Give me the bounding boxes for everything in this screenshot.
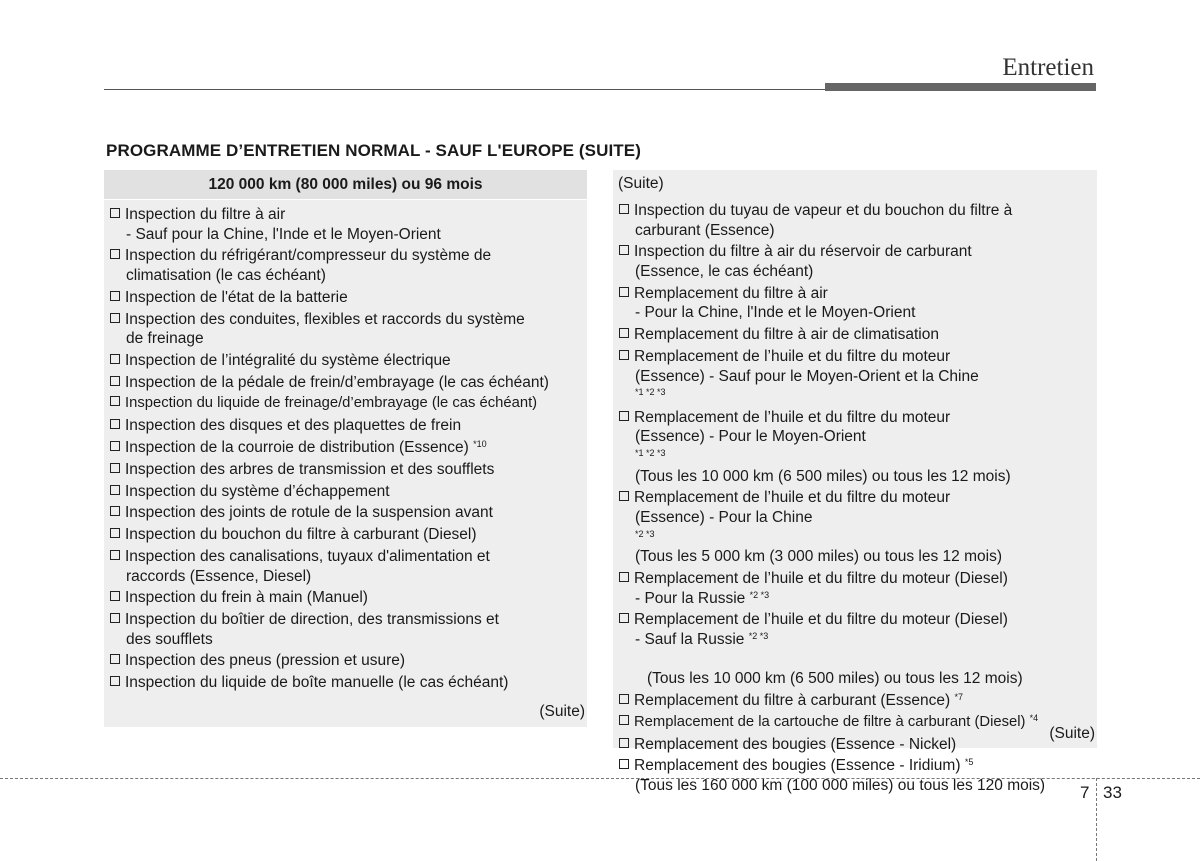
- left-schedule-box: [104, 170, 587, 727]
- item-text: Inspection de l'état de la batterie: [125, 288, 348, 306]
- checkbox-icon: [619, 491, 629, 501]
- checkbox-icon: [110, 463, 120, 473]
- footnote-ref: *1 *2 *3: [635, 448, 666, 459]
- checklist-item: [110, 547, 587, 586]
- item-text: carburant (Essence): [635, 221, 775, 239]
- item-text: Inspection des joints de rotule de la suspension avant: [125, 504, 493, 522]
- checkbox-icon: [619, 715, 629, 725]
- checkbox-icon: [110, 485, 120, 495]
- interval-note: (Tous les 10 000 km (6 500 miles) ou tous les 12 mois): [635, 467, 1011, 485]
- checkbox-icon: [110, 291, 120, 301]
- header-rule-accent: [825, 83, 1096, 91]
- checklist-item: [110, 416, 587, 436]
- checklist-item: [619, 713, 1097, 733]
- chapter-number: 7: [1080, 783, 1090, 802]
- item-text: Inspection du filtre à air: [125, 206, 286, 223]
- item-text: Inspection du liquide de freinage/d’embrayage (le cas échéant): [125, 395, 538, 412]
- checklist-item: [110, 482, 587, 502]
- item-text: Remplacement des bougies (Essence - Nickel): [634, 735, 957, 753]
- left-box-heading: 120 000 km (80 000 miles) ou 96 mois: [104, 170, 587, 200]
- checklist-item: [110, 351, 587, 371]
- item-text: des soufflets: [126, 630, 213, 648]
- checkbox-icon: [619, 613, 629, 623]
- item-text: raccords (Essence, Diesel): [126, 567, 312, 585]
- item-text: (Essence) - Pour la Chine: [635, 509, 813, 527]
- checklist-item: [110, 310, 587, 349]
- footnote-ref: *7: [954, 691, 963, 702]
- item-text: Remplacement de l’huile et du filtre du moteur (Diesel): [634, 570, 1008, 587]
- item-text: Remplacement du filtre à air: [634, 284, 828, 302]
- header-title: Entretien: [1002, 54, 1094, 81]
- checkbox-icon: [619, 694, 629, 704]
- checkbox-icon: [110, 396, 120, 406]
- item-subline: - Sauf pour la Chine, l'Inde et le Moyen-Orient: [126, 225, 441, 243]
- checklist-item: [110, 525, 587, 545]
- checklist-item: [619, 347, 1097, 406]
- checklist-item: [110, 651, 587, 671]
- checkbox-icon: [110, 591, 120, 601]
- item-text: Inspection des arbres de transmission et des soufflets: [125, 460, 495, 478]
- checklist-item: [619, 691, 1097, 711]
- checkbox-icon: [110, 249, 120, 259]
- checklist-item: [110, 588, 587, 608]
- item-text: Remplacement de l’huile et du filtre du moteur (Diesel): [634, 611, 1008, 629]
- checklist-item: [619, 569, 1097, 608]
- checklist-item: [110, 673, 587, 693]
- footnote-ref: *2 *3: [749, 589, 770, 600]
- checklist-item: [619, 756, 1097, 795]
- item-text: Inspection du boîtier de direction, des transmissions et: [125, 611, 499, 629]
- checkbox-icon: [110, 419, 120, 429]
- checklist-item: [110, 503, 587, 523]
- item-subline: - Pour la Chine, l'Inde et le Moyen-Orient: [635, 304, 916, 322]
- checklist-item: [110, 460, 587, 480]
- checklist-item: [619, 284, 1097, 323]
- checklist-item: [110, 288, 587, 308]
- item-text: (Essence) - Sauf pour le Moyen-Orient et la Chine: [635, 367, 979, 385]
- checkbox-icon: [619, 287, 629, 297]
- checklist-item: [110, 438, 587, 458]
- item-text: Inspection du liquide de boîte manuelle (le cas échéant): [125, 674, 509, 692]
- checklist-item: [110, 394, 587, 414]
- item-text: Remplacement de l’huile et du filtre du moteur: [634, 347, 951, 365]
- checklist-item: [110, 205, 587, 244]
- right-checklist: [613, 201, 1097, 795]
- item-text: Remplacement de la cartouche de filtre à carburant (Diesel): [634, 713, 1030, 730]
- checklist-item: [110, 373, 587, 393]
- checklist-item: [619, 488, 1097, 566]
- left-checklist: [104, 200, 587, 693]
- item-text: Inspection du frein à main (Manuel): [125, 589, 368, 607]
- footnote-ref: *2 *3: [635, 528, 655, 539]
- item-text: Inspection des disques et des plaquettes de frein: [125, 417, 462, 435]
- interval-note: (Tous les 5 000 km (3 000 miles) ou tous les 12 mois): [635, 548, 1002, 566]
- checkbox-icon: [619, 738, 629, 748]
- item-text: climatisation (le cas échéant): [126, 266, 326, 284]
- checkbox-icon: [619, 411, 629, 421]
- interval-note: (Tous les 160 000 km (100 000 miles) ou tous les 120 mois): [635, 776, 1046, 794]
- footnote-ref: *10: [473, 439, 487, 450]
- item-text: (Essence, le cas échéant): [635, 262, 814, 280]
- checkbox-icon: [110, 550, 120, 560]
- checklist-item: [110, 246, 587, 285]
- right-suite-top: (Suite): [618, 175, 664, 192]
- item-text: Inspection des pneus (pression et usure): [125, 652, 406, 670]
- checklist-item: [619, 325, 1097, 345]
- footnote-ref: *5: [964, 757, 974, 768]
- item-subline: [635, 630, 1097, 650]
- checklist-item: [619, 201, 1097, 240]
- checkbox-icon: [110, 208, 120, 218]
- item-text: Inspection du réfrigérant/compresseur du système de: [125, 247, 492, 265]
- item-text: Remplacement de l’huile et du filtre du moteur: [634, 489, 951, 507]
- item-subline-text: - Pour la Russie: [635, 589, 750, 607]
- checkbox-icon: [110, 528, 120, 538]
- checkbox-icon: [110, 354, 120, 364]
- footer-dashed-divider: [1096, 778, 1097, 861]
- footer-dashed-rule: [0, 778, 1200, 779]
- checklist-item: [110, 610, 587, 649]
- item-text: Remplacement du filtre à air de climatisation: [634, 326, 939, 344]
- checklist-item: [619, 610, 1097, 688]
- checkbox-icon: [619, 759, 629, 769]
- checklist-item: [619, 408, 1097, 486]
- checkbox-icon: [619, 245, 629, 255]
- item-text: Inspection de la courroie de distribution (Essence): [125, 439, 474, 457]
- item-text: de freinage: [126, 330, 204, 348]
- right-schedule-box: [613, 170, 1097, 794]
- item-text: Inspection du système d’échappement: [125, 482, 390, 500]
- item-text: Inspection de l’intégralité du système électrique: [125, 351, 451, 369]
- item-text: Inspection de la pédale de frein/d’embrayage (le cas échéant): [125, 373, 549, 391]
- checkbox-icon: [110, 506, 120, 516]
- item-text: Inspection des canalisations, tuyaux d'alimentation et: [125, 547, 490, 565]
- checkbox-icon: [619, 350, 629, 360]
- checkbox-icon: [110, 654, 120, 664]
- item-text: Inspection du tuyau de vapeur et du bouchon du filtre à: [634, 202, 1013, 219]
- footnote-ref: *4: [1029, 712, 1039, 723]
- checkbox-icon: [110, 313, 120, 323]
- item-text: (Essence) - Pour le Moyen-Orient: [635, 428, 866, 446]
- checkbox-icon: [110, 376, 120, 386]
- item-text: Remplacement de l’huile et du filtre du moteur: [634, 408, 951, 426]
- checkbox-icon: [110, 613, 120, 623]
- left-suite-label: (Suite): [539, 703, 585, 720]
- checklist-item: [619, 735, 1097, 755]
- checkbox-icon: [619, 572, 629, 582]
- right-suite-label: (Suite): [1049, 725, 1095, 742]
- item-text: Inspection du filtre à air du réservoir de carburant: [634, 243, 972, 261]
- checklist-item: [619, 242, 1097, 281]
- checkbox-icon: [110, 441, 120, 451]
- interval-note: (Tous les 10 000 km (6 500 miles) ou tous les 12 mois): [647, 670, 1023, 688]
- page-number: 33: [1103, 783, 1122, 802]
- section-title: PROGRAMME D’ENTRETIEN NORMAL - SAUF L'EUROPE (SUITE): [106, 141, 641, 160]
- item-subline-text: - Sauf la Russie: [635, 630, 749, 648]
- checkbox-icon: [619, 328, 629, 338]
- item-subline: [635, 589, 1097, 609]
- item-text: Remplacement des bougies (Essence - Iridium): [634, 757, 965, 775]
- item-text: Inspection des conduites, flexibles et raccords du système: [125, 310, 525, 328]
- checkbox-icon: [110, 676, 120, 686]
- item-text: Inspection du bouchon du filtre à carburant (Diesel): [125, 526, 477, 544]
- footnote-ref: *1 *2 *3: [635, 387, 666, 398]
- footnote-ref: *2 *3: [748, 630, 769, 641]
- checkbox-icon: [619, 204, 629, 214]
- item-text: Remplacement du filtre à carburant (Essence): [634, 691, 955, 709]
